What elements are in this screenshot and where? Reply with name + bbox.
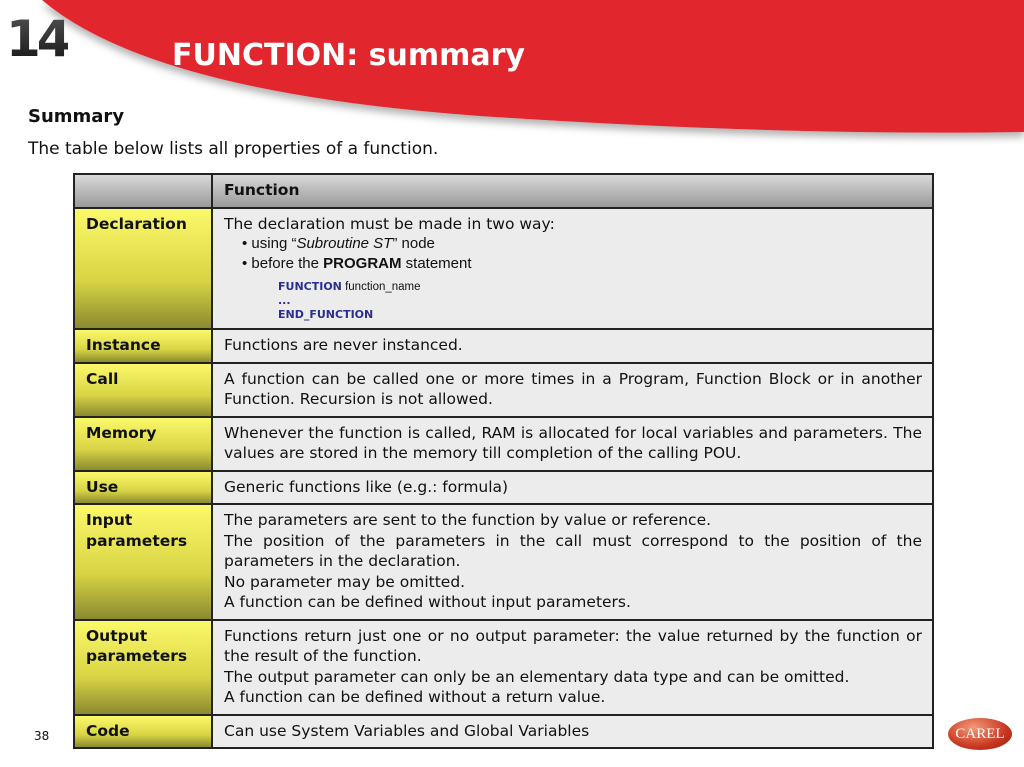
row-value: Whenever the function is called, RAM is allocated for local variables and parameters. The values are stored in the memory till completion of the calling POU. xyxy=(212,417,933,471)
table-row xyxy=(74,471,933,505)
row-label: Input parameters xyxy=(74,504,212,620)
corner-cell xyxy=(74,174,212,208)
value-line: Functions return just one or no output parameter: the value returned by the function or the result of the function. xyxy=(224,626,922,665)
table-row xyxy=(74,329,933,363)
intro-text: The table below lists all properties of a function. xyxy=(28,139,439,159)
row-value xyxy=(212,504,933,620)
declaration-text: The declaration must be made in two way: xyxy=(224,214,555,233)
slide-title: FUNCTION: summary xyxy=(172,38,525,73)
row-value: A function can be called one or more times in a Program, Function Block or in another Function. Recursion is not allowed. xyxy=(212,363,933,417)
row-label: Output parameters xyxy=(74,620,212,715)
chapter-number: 14 xyxy=(6,10,68,68)
table-row xyxy=(74,715,933,749)
code-snippet: FUNCTION function_name ... END_FUNCTION xyxy=(278,280,421,321)
row-label: Memory xyxy=(74,417,212,471)
summary-table xyxy=(73,173,934,749)
row-value: Generic functions like (e.g.: formula) xyxy=(212,471,933,505)
carel-logo: CAREL xyxy=(948,718,1012,750)
row-label: Call xyxy=(74,363,212,417)
table-row xyxy=(74,363,933,417)
table-row xyxy=(74,417,933,471)
value-line: No parameter may be omitted. xyxy=(224,572,466,591)
value-line: A function can be defined without input parameters. xyxy=(224,593,631,611)
value-line: The output parameter can only be an elementary data type and can be omitted. xyxy=(224,667,850,686)
table-row xyxy=(74,504,933,620)
row-label: Use xyxy=(74,471,212,505)
table-row xyxy=(74,620,933,715)
bullet-item: • using “Subroutine ST” node xyxy=(242,235,435,252)
row-value: Can use System Variables and Global Variables xyxy=(212,715,933,749)
value-line: The position of the parameters in the call must correspond to the position of the parameters in the declaration. xyxy=(224,531,922,570)
row-value: Functions are never instanced. xyxy=(212,329,933,363)
row-value xyxy=(212,208,933,330)
page-number: 38 xyxy=(34,729,50,743)
value-line: The parameters are sent to the function by value or reference. xyxy=(224,511,712,529)
row-value xyxy=(212,620,933,715)
row-label: Code xyxy=(74,715,212,749)
bullet-item: • before the PROGRAM statement xyxy=(242,255,472,272)
table-header-row xyxy=(74,174,933,208)
row-label: Declaration xyxy=(74,208,212,330)
table-row xyxy=(74,208,933,330)
row-label: Instance xyxy=(74,329,212,363)
column-header: Function xyxy=(212,174,933,208)
section-heading: Summary xyxy=(28,106,125,127)
value-line: A function can be defined without a return value. xyxy=(224,688,606,706)
